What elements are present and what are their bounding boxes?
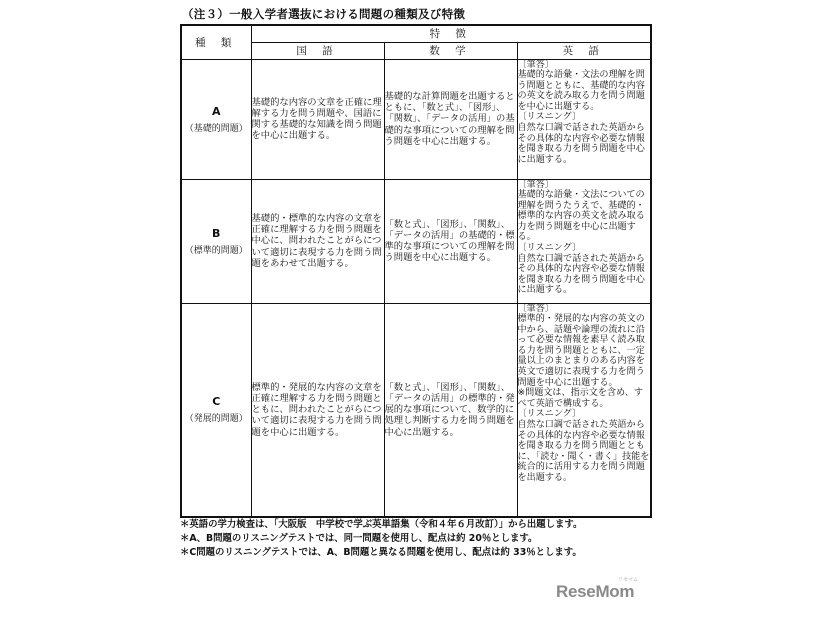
english-cell: 〔筆答〕 基礎的な語彙・文法の理解を問う問題とともに、基礎的な内容の英文を読み取る力を問う問題を中心に出題する。 〔リスニング〕 自然な口調で話された英語からその具体的な内容や必要な情報を聞き取る力を問う問題を中心に出題する。 — [517, 59, 651, 179]
english-cell: 〔筆答〕 標準的・発展的な内容の英文の中から、話題や論理の流れに沿って必要な情報を素早く読み取る力を問う問題とともに、一定量以上のまとまりのある内容を英文で適切に表現する力を問う問題を中心に出題する。 ※問題文は、指示文を含め、すべて英語で構成する。 〔リスニング〕 自然な口調で話された英語からその具体的な内容や必要な情報を聞き取る力を問う問題とともに、「読む・聞く・書く」技能を統合的に活用する力を問う問題を出題する。 — [517, 303, 651, 517]
footnote: ＊A、B問題のリスニングテストでは、同一問題を使用し、配点は約 20％とします。 — [180, 533, 538, 544]
japanese-cell: 基礎的・標準的な内容の文章を正確に理解する力を問う問題を中心に、問われたことがらについて適切に表現する力を問う問題をあわせて出題する。 — [251, 179, 384, 303]
type-cell-c — [181, 303, 251, 517]
footnote: ＊C問題のリスニングテストでは、A、B問題と異なる問題を使用し、配点は約 33％とします。 — [180, 547, 582, 558]
type-cell-a — [181, 59, 251, 179]
table-row — [181, 59, 651, 179]
header-japanese: 国 語 — [251, 42, 384, 59]
type-letter: B — [212, 226, 221, 240]
footnote: ＊英語の学力検査は、「大阪版 中学校で学ぶ英単語集（令和４年６月改訂）」から出題します。 — [180, 519, 583, 530]
type-label: （発展的問題） — [184, 414, 248, 425]
header-features: 特 徴 — [251, 25, 651, 42]
footnotes — [180, 518, 582, 560]
resemom-logo: ReseMom — [556, 582, 635, 601]
header-type: 種 類 — [181, 25, 251, 59]
header-english: 英 語 — [517, 42, 651, 59]
math-cell: 「数と式」、「図形」、「関数」、「データの活用」の基礎的・標準的な事項についての理解を問う問題を中心に出題する。 — [384, 179, 517, 303]
japanese-cell: 標準的・発展的な内容の文章を正確に理解する力を問う問題とともに、問われたことがらについて適切に表現する力を問う問題を中心に出題する。 — [251, 303, 384, 517]
type-label: （標準的問題） — [184, 245, 248, 256]
table-row — [181, 303, 651, 517]
type-cell-b — [181, 179, 251, 303]
exam-types-table — [180, 24, 652, 518]
type-label: （基礎的問題） — [184, 123, 248, 134]
math-cell: 基礎的な計算問題を出題するとともに、「数と式」、「図形」、「関数」、「データの活用」の基礎的な事項についての理解を問う問題を中心に出題する。 — [384, 59, 517, 179]
japanese-cell: 基礎的な内容の文章を正確に理解する力を問う問題や、国語に関する基礎的な知識を問う問題を中心に出題する。 — [251, 59, 384, 179]
watermark-kana: リセマム — [618, 577, 638, 583]
header-math: 数 学 — [384, 42, 517, 59]
document-title: （注３）一般入学者選抜における問題の種類及び特徴 — [182, 7, 466, 21]
type-letter: C — [212, 395, 221, 409]
type-letter: A — [211, 104, 221, 118]
math-cell: 「数と式」、「図形」、「関数」、「データの活用」の標準的・発展的な事項について、数学的に処理し判断する力を問う問題を中心に出題する。 — [384, 303, 517, 517]
english-cell: 〔筆答〕 基礎的な語彙・文法についての理解を問うたうえで、基礎的・標準的な内容の英文を読み取る力を問う問題を中心に出題する。 〔リスニング〕 自然な口調で話された英語からその具体的な内容や必要な情報を聞き取る力を問う問題を中心に出題する。 — [517, 179, 651, 303]
table-row — [181, 179, 651, 303]
